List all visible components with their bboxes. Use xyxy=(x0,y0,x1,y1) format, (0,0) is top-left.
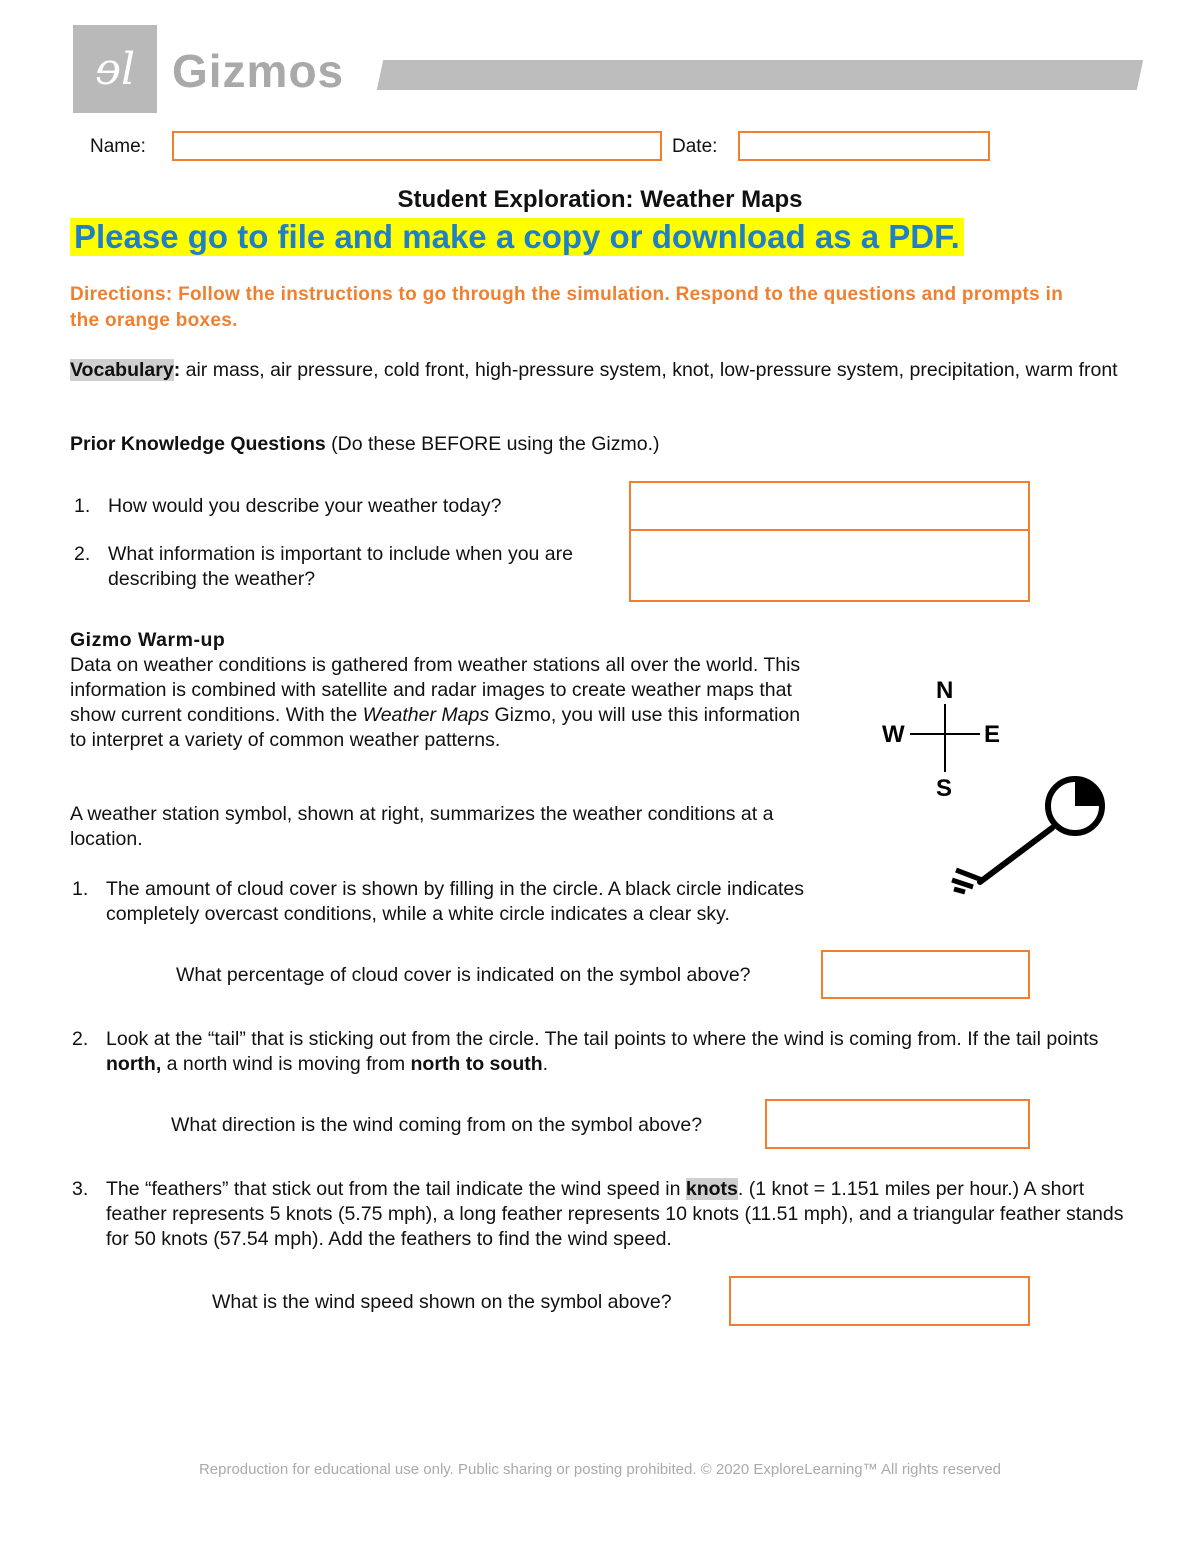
warmup-paragraph-2: A weather station symbol, shown at right, summarizes the weather conditions at a location. xyxy=(70,803,774,850)
q3-text: The “feathers” that stick out from the tail indicate the wind speed in knots. (1 knot = 1.151 miles per hour.) A short feather represents 5 knots (5.75 mph), a long feather represents 10 knots (11.51 mph), and a triangular feather stands for 50 knots (57.54 mph). Add the feathers to find the wind speed. xyxy=(106,1178,1124,1250)
name-field[interactable] xyxy=(172,131,662,161)
long-feather-2 xyxy=(952,880,973,887)
vocabulary: Vocabulary: air mass, air pressure, cold front, high-pressure system, knot, low-pressure system, precipitation, warm front xyxy=(70,359,1118,381)
directions: Directions: Follow the instructions to go through the simulation. Respond to the questions and prompts in the orange boxes. xyxy=(70,284,1064,331)
vocabulary-label: Vocabulary xyxy=(70,359,174,381)
prior-q2-answer-box[interactable] xyxy=(629,529,1030,602)
copy-banner: Please go to file and make a copy or download as a PDF. xyxy=(70,218,964,256)
prior-q2-number: 2. xyxy=(74,543,91,565)
q3-answer-box[interactable] xyxy=(729,1276,1030,1326)
warmup-heading: Gizmo Warm-up xyxy=(70,629,226,651)
vocabulary-terms: air mass, air pressure, cold front, high-pressure system, knot, low-pressure system, precipitation, warm front xyxy=(180,359,1118,381)
q2-number: 2. xyxy=(72,1028,89,1050)
date-label: Date: xyxy=(672,136,718,157)
warmup-paragraph-1: Data on weather conditions is gathered from weather stations all over the world. This information is combined with satellite and radar images to create weather maps that show current conditions. With the Weather Maps Gizmo, you will use this information to interpret a variety of common weather patterns. xyxy=(70,654,801,751)
wind-tail xyxy=(980,828,1052,882)
short-feather xyxy=(954,889,965,892)
compass-rose xyxy=(882,677,1000,802)
compass-n-label: N xyxy=(936,677,954,704)
q1-prompt: What percentage of cloud cover is indicated on the symbol above? xyxy=(176,964,751,986)
station-symbol xyxy=(952,779,1102,892)
logo-mark: ɘl xyxy=(94,43,136,95)
compass-e-label: E xyxy=(984,721,1001,748)
q1-text: The amount of cloud cover is shown by filling in the circle. A black circle indicates completely overcast conditions, while a white circle indicates a clear sky. xyxy=(106,878,805,925)
prior-knowledge-heading: Prior Knowledge Questions (Do these BEFORE using the Gizmo.) xyxy=(70,433,660,455)
q3-prompt: What is the wind speed shown on the symbol above? xyxy=(212,1291,672,1313)
date-field[interactable] xyxy=(738,131,990,161)
q2-text: Look at the “tail” that is sticking out from the circle. The tail points to where the wind is coming from. If the tail points north, a north wind is moving from north to south. xyxy=(106,1028,1099,1075)
brand-name: Gizmos xyxy=(172,45,345,97)
long-feather-1 xyxy=(956,870,982,880)
q1-number: 1. xyxy=(72,878,89,900)
cloud-cover-fill xyxy=(1075,779,1102,806)
logo xyxy=(73,25,157,113)
footer-copyright: Reproduction for educational use only. Public sharing or posting prohibited. © 2020 ExploreLearning™ All rights reserved xyxy=(198,1461,1002,1478)
prior-q1-answer-box[interactable] xyxy=(629,481,1030,531)
weather-symbol-figure xyxy=(870,670,1120,910)
name-label: Name: xyxy=(90,136,146,157)
header-bar xyxy=(377,60,1143,90)
q1-answer-box[interactable] xyxy=(821,950,1030,999)
q2-answer-box[interactable] xyxy=(765,1099,1030,1149)
compass-w-label: W xyxy=(882,721,905,748)
q2-prompt: What direction is the wind coming from on the symbol above? xyxy=(171,1114,703,1136)
q3-number: 3. xyxy=(72,1178,89,1200)
page-title: Student Exploration: Weather Maps xyxy=(397,186,803,213)
prior-q1-text: How would you describe your weather today? xyxy=(108,495,502,517)
prior-q1-number: 1. xyxy=(74,495,91,517)
prior-q2-text: What information is important to include when you are describing the weather? xyxy=(108,543,573,590)
compass-s-label: S xyxy=(936,775,953,802)
